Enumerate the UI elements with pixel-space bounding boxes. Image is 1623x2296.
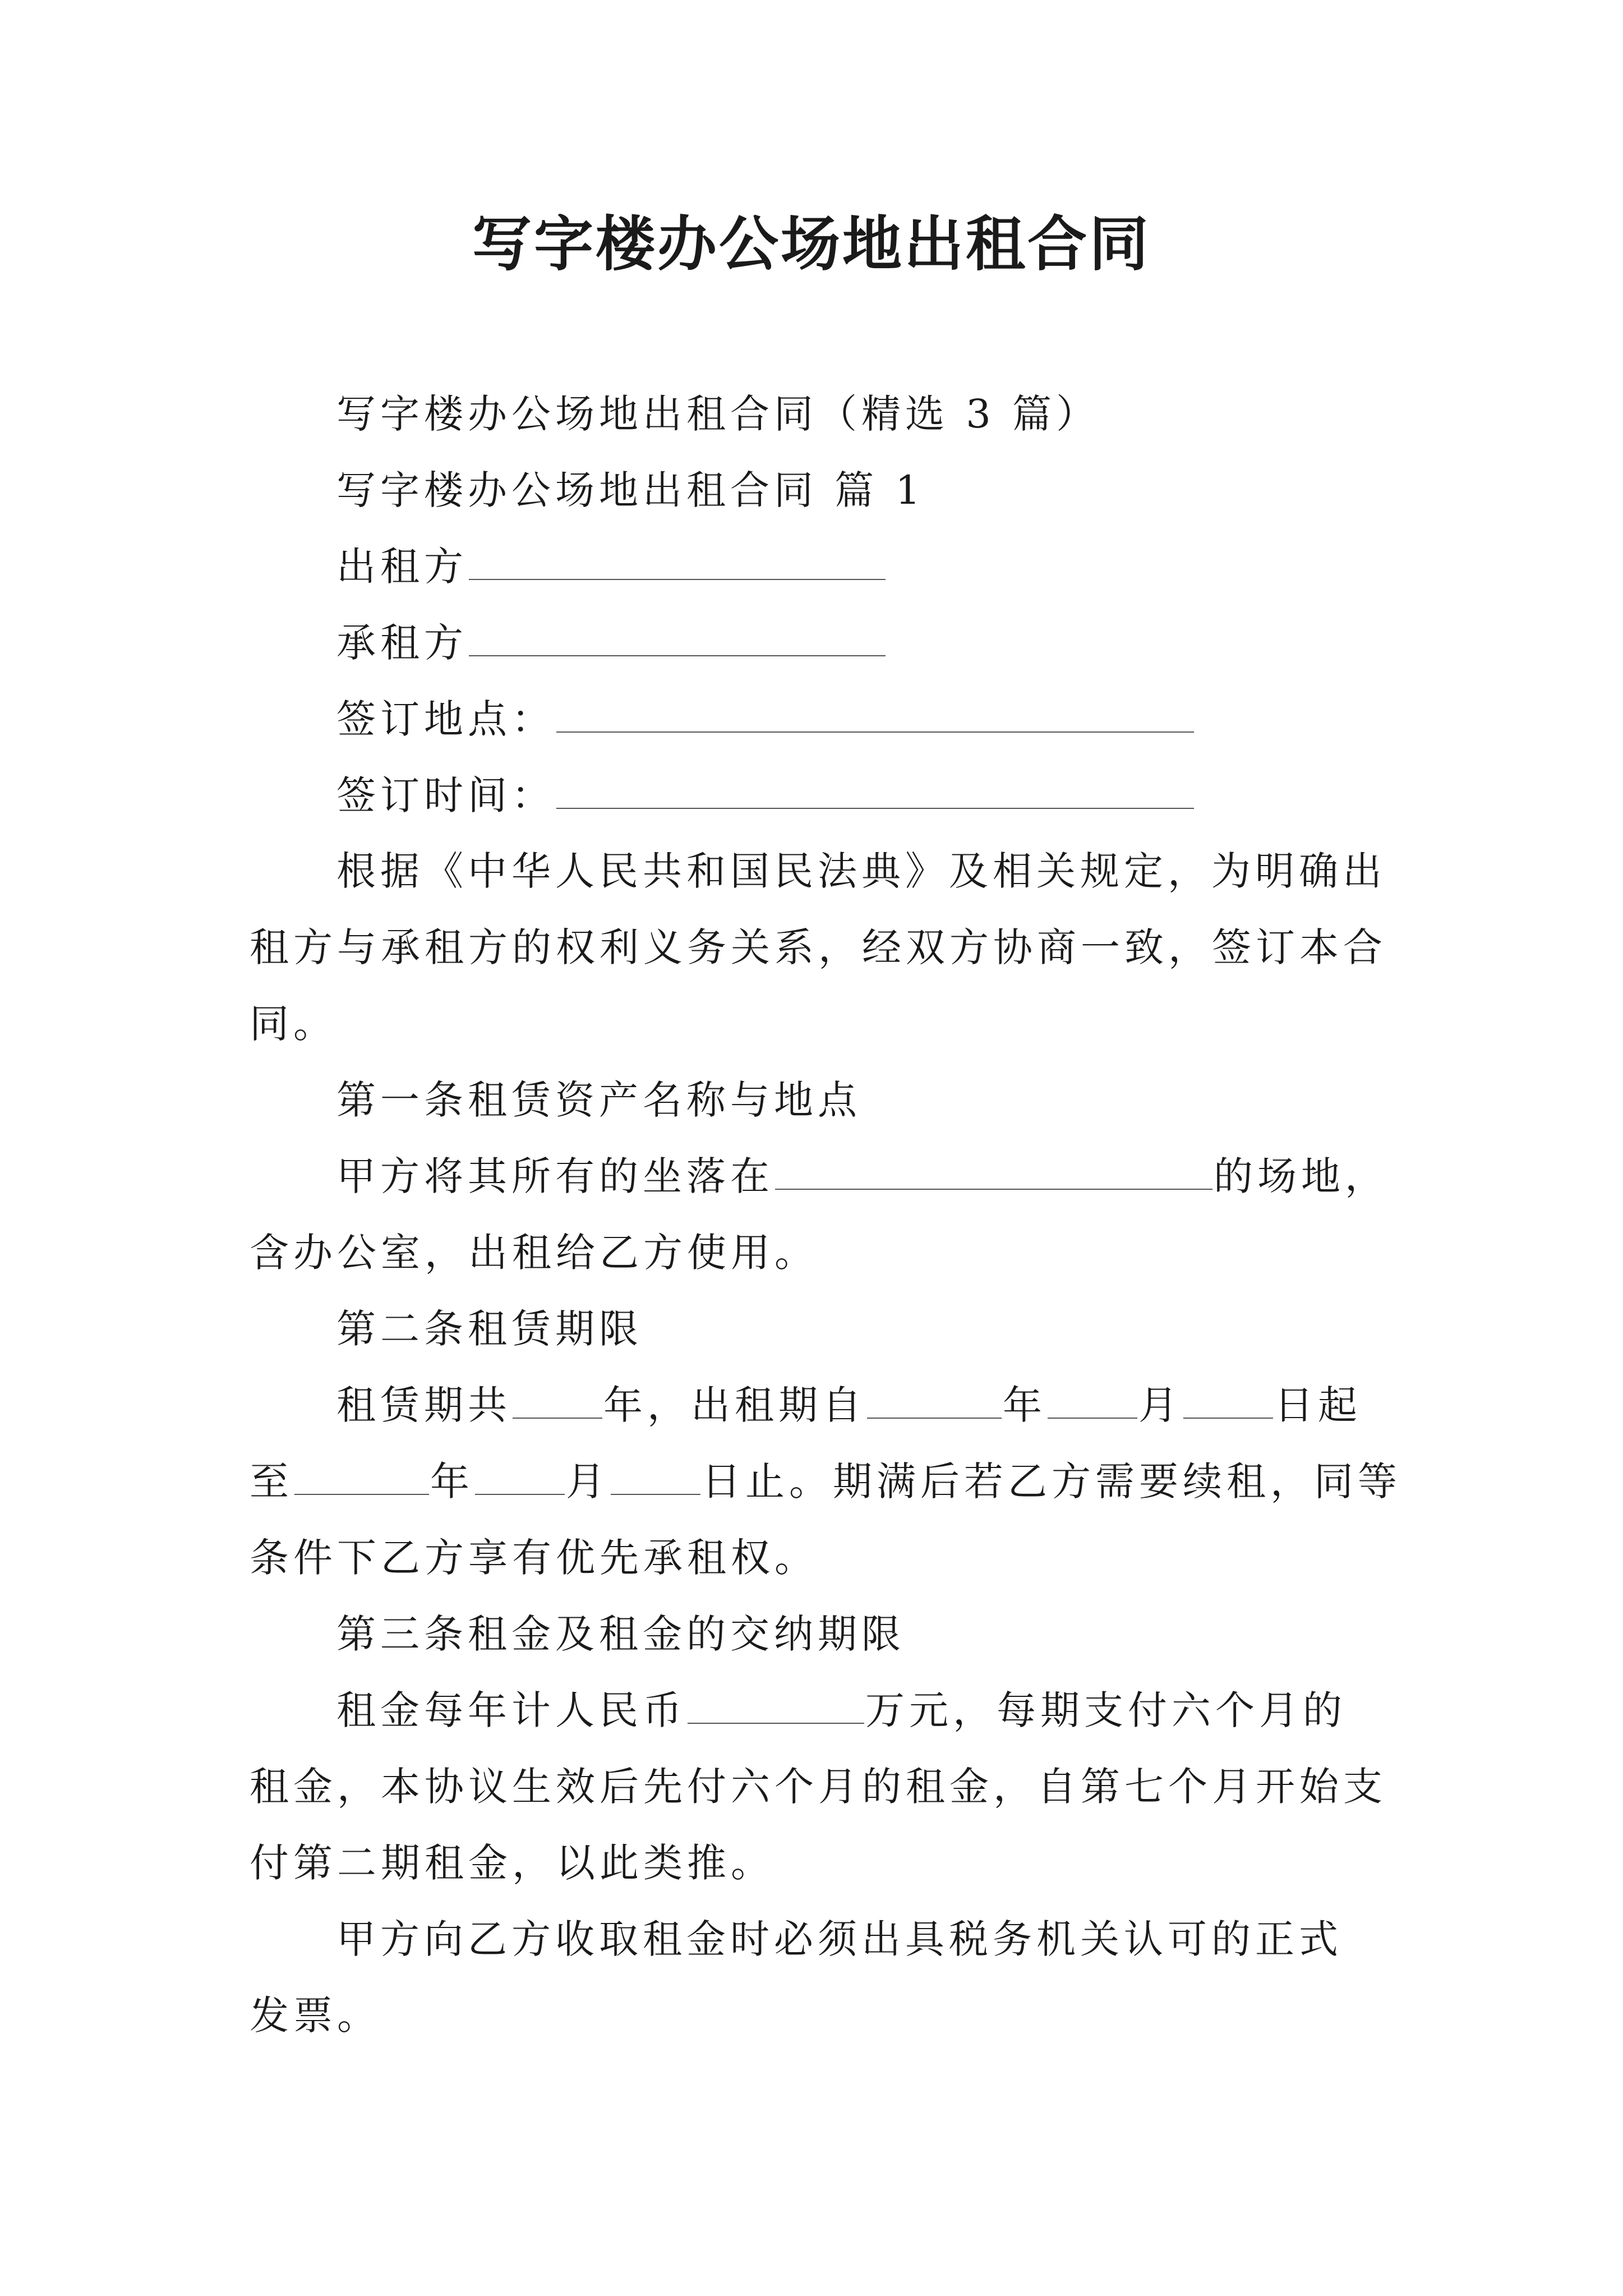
article3-line-5: 发票。 xyxy=(250,1993,381,2039)
intro-line-1: 根据《中华人民共和国民法典》及相关规定，为明确出 xyxy=(336,848,1386,894)
article3-line-2: 租金，本协议生效后先付六个月的租金，自第七个月开始支 xyxy=(250,1764,1387,1810)
article3-line-4: 甲方向乙方收取租金时必须出具税务机关认可的正式 xyxy=(336,1916,1343,1962)
time-blank[interactable] xyxy=(556,774,1194,809)
lessee-blank[interactable] xyxy=(469,622,886,656)
end-day-blank[interactable] xyxy=(611,1460,700,1495)
term-label: 租赁期共 xyxy=(336,1382,511,1428)
article2-line-1 xyxy=(336,1378,1362,1432)
start-month-blank[interactable] xyxy=(1048,1384,1137,1419)
place-blank[interactable] xyxy=(556,698,1194,733)
location-blank[interactable] xyxy=(775,1155,1212,1190)
end-label: 至 xyxy=(250,1458,293,1504)
document-title: 写字楼办公场地出租合同 xyxy=(472,209,1151,279)
lessor-field xyxy=(336,540,887,593)
subtitle: 写字楼办公场地出租合同（精选 3 篇） xyxy=(336,391,1100,437)
start-label: 年，出租期自 xyxy=(603,1382,866,1428)
article1-line-2: 含办公室，出租给乙方使用。 xyxy=(250,1230,818,1276)
article3-heading: 第三条租金及租金的交纳期限 xyxy=(336,1611,905,1657)
end-year-blank[interactable] xyxy=(294,1460,429,1495)
time-field xyxy=(336,769,1195,822)
lessor-label: 出租方 xyxy=(336,544,468,590)
place-field xyxy=(336,692,1195,746)
term-years-blank[interactable] xyxy=(513,1384,602,1419)
start-day-unit: 日起 xyxy=(1274,1382,1362,1428)
start-year-unit: 年 xyxy=(1003,1382,1046,1428)
place-label: 签订地点： xyxy=(336,696,555,742)
end-month-blank[interactable] xyxy=(475,1460,565,1495)
intro-line-2: 租方与承租方的权利义务关系，经双方协商一致，签订本合 xyxy=(250,924,1387,970)
intro-line-3: 同。 xyxy=(250,1001,337,1047)
article2-heading: 第二条租赁期限 xyxy=(336,1306,643,1352)
rent-label: 租金每年计人民币 xyxy=(336,1687,686,1733)
rent-amount-blank[interactable] xyxy=(688,1689,864,1724)
time-label: 签订时间： xyxy=(336,772,555,818)
article1-text-b: 的场地， xyxy=(1214,1153,1389,1199)
end-month-unit: 月 xyxy=(566,1458,610,1504)
article3-line-1 xyxy=(336,1683,1347,1737)
article3-line-3: 付第二期租金，以此类推。 xyxy=(250,1840,774,1886)
article1-heading: 第一条租赁资产名称与地点 xyxy=(336,1077,861,1123)
start-day-blank[interactable] xyxy=(1183,1384,1273,1419)
article1-text-a: 甲方将其所有的坐落在 xyxy=(336,1153,774,1199)
end-day-text: 日止。期满后若乙方需要续租，同等 xyxy=(702,1458,1401,1504)
article2-line-3: 条件下乙方享有优先承租权。 xyxy=(250,1535,818,1581)
article2-line-2 xyxy=(250,1455,1401,1508)
rent-unit-text: 万元，每期支付六个月的 xyxy=(865,1687,1347,1733)
start-year-blank[interactable] xyxy=(867,1384,1002,1419)
start-month-unit: 月 xyxy=(1138,1382,1182,1428)
section-heading: 写字楼办公场地出租合同 篇 1 xyxy=(336,467,925,513)
lessee-label: 承租方 xyxy=(336,620,468,666)
article1-line-1 xyxy=(336,1149,1389,1203)
lessee-field xyxy=(336,616,887,670)
end-year-unit: 年 xyxy=(430,1458,474,1504)
lessor-blank[interactable] xyxy=(469,545,886,580)
